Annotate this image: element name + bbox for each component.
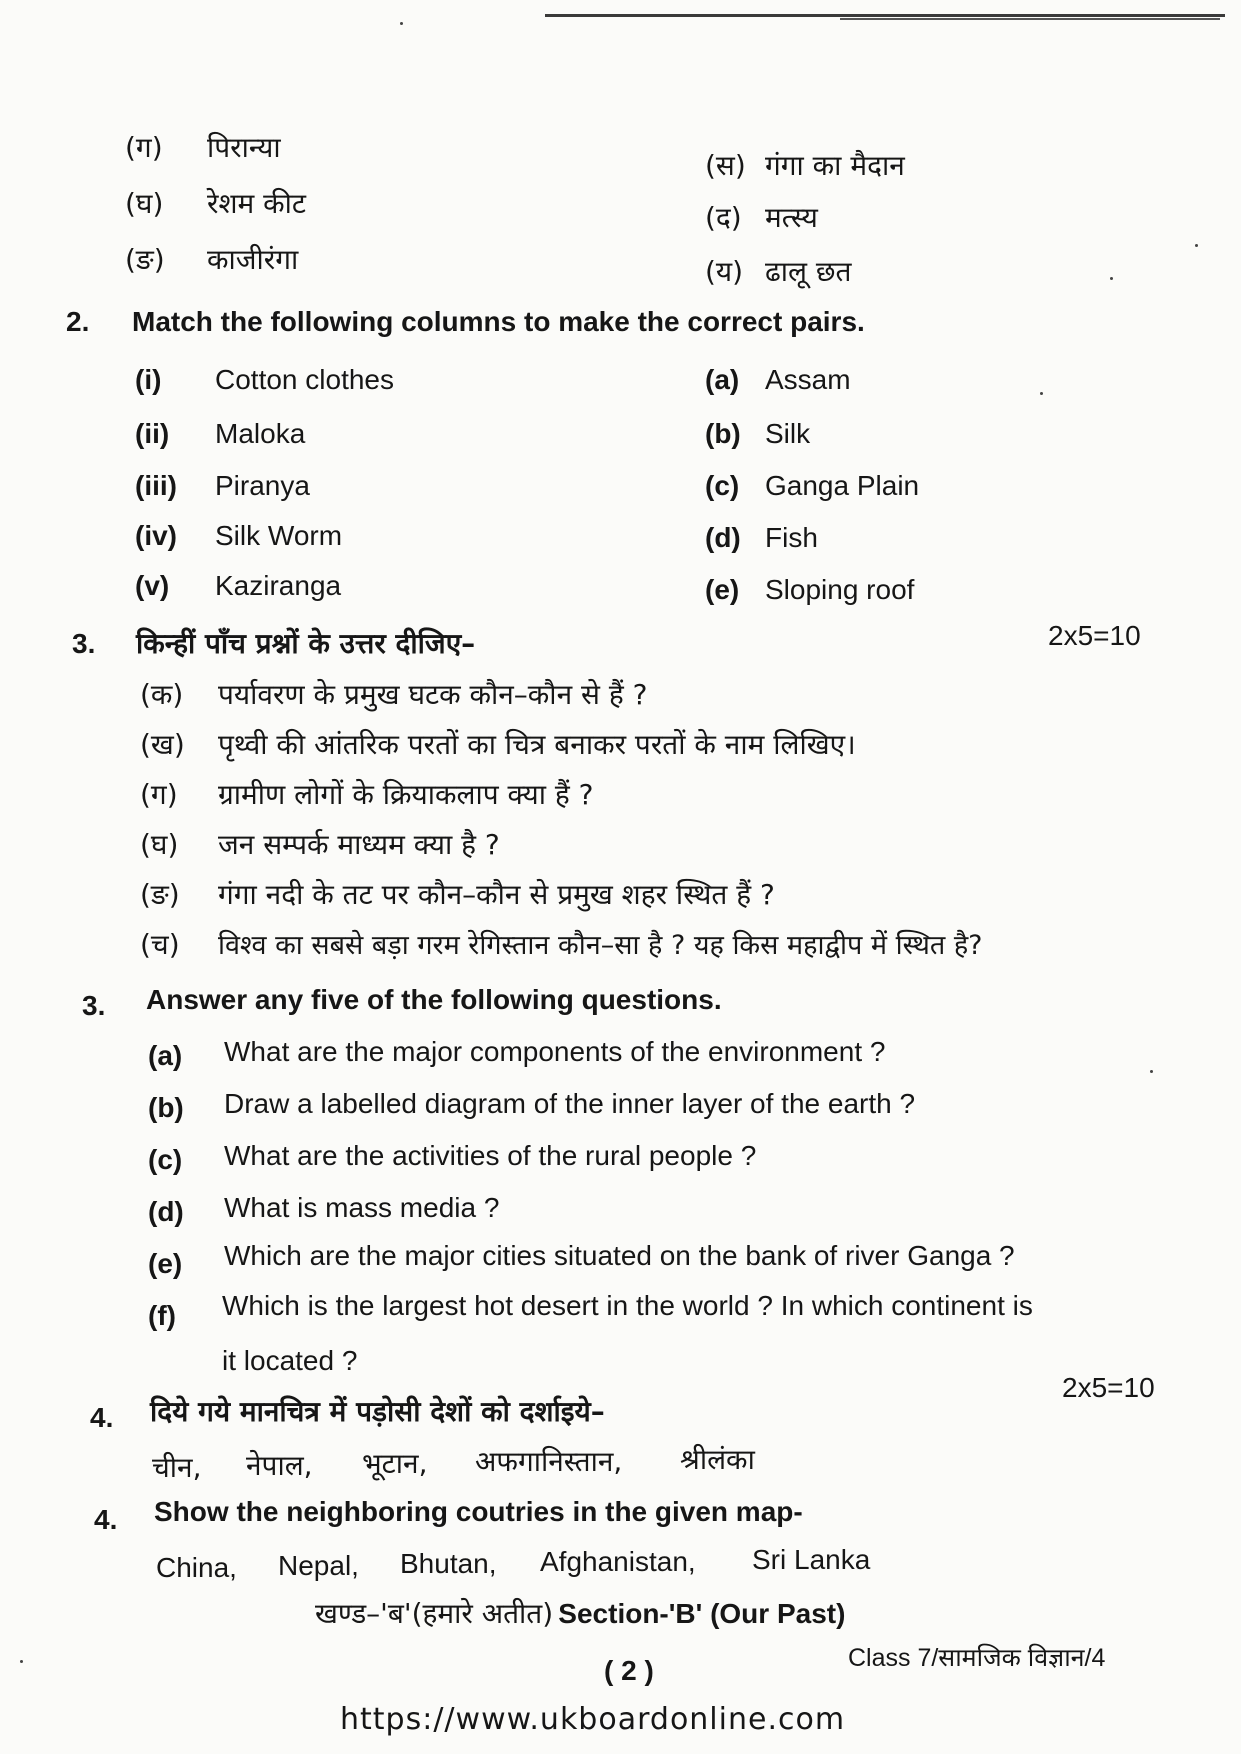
q3-hi-text-6: विश्व का सबसे बड़ा गरम रेगिस्तान कौन–सा है ? यह किस महाद्वीप में स्थित है? (218, 930, 983, 961)
section-b-hindi: खण्ड–'ब'(हमारे अतीत) (315, 1597, 554, 1630)
scan-speck (20, 1660, 23, 1663)
q4-en-heading: Show the neighboring coutries in the given map- (154, 1496, 803, 1527)
q3-en-label-5: (e) (148, 1248, 183, 1279)
q1-right-text-3: ढालू छत (765, 255, 852, 288)
q2-right-label-1: (a) (705, 364, 740, 395)
q2-right-label-2: (b) (705, 418, 741, 449)
q2-left-text-5: Kaziranga (215, 570, 342, 601)
q2-right-text-3: Ganga Plain (765, 470, 920, 501)
q3-hi-label-6: (च) (140, 928, 180, 961)
q4-en-country-2: Nepal, (278, 1550, 359, 1581)
q2-left-label-3: (iii) (135, 470, 177, 501)
q1-left-label-1: (ग) (125, 131, 163, 164)
q4-en-country-1: China, (156, 1552, 237, 1583)
footer-url[interactable]: https://www.ukboardonline.com (340, 1702, 846, 1737)
q1-left-label-2: (घ) (125, 187, 164, 220)
q1-left-label-3: (ङ) (125, 243, 165, 276)
q1-right-text-2: मत्स्य (765, 201, 818, 234)
q3-en-text-2: Draw a labelled diagram of the inner layer of the earth ? (224, 1088, 916, 1119)
class-info: Class 7/सामजिक विज्ञान/4 (848, 1644, 1106, 1672)
q2-left-label-5: (v) (135, 570, 170, 601)
q3-hi-label-1: (क) (140, 678, 184, 711)
q2-left-text-3: Piranya (215, 470, 310, 501)
q4-en-number: 4. (94, 1504, 118, 1535)
q3-hi-text-5: गंगा नदी के तट पर कौन–कौन से प्रमुख शहर स्थित हैं ? (218, 878, 775, 911)
q3-en-heading: Answer any five of the following questions. (146, 984, 722, 1015)
q3-hi-label-2: (ख) (140, 728, 185, 761)
q2-right-label-3: (c) (705, 470, 740, 501)
q2-right-label-4: (d) (705, 522, 741, 553)
q3-en-text-1: What are the major components of the environment ? (224, 1036, 886, 1067)
q2-right-label-5: (e) (705, 574, 740, 605)
q2-left-label-1: (i) (135, 364, 162, 395)
q3-en-text-6-cont: it located ? (222, 1345, 358, 1376)
q2-left-label-4: (iv) (135, 520, 177, 551)
q3-en-number: 3. (82, 990, 106, 1021)
q3-hi-text-1: पर्यावरण के प्रमुख घटक कौन–कौन से हैं ? (218, 678, 648, 711)
q4-hi-country-3: भूटान, (362, 1447, 428, 1480)
q1-right-label-3: (य) (705, 255, 744, 288)
q2-right-text-4: Fish (765, 522, 818, 553)
q3-en-label-3: (c) (148, 1144, 183, 1175)
q1-left-text-3: काजीरंगा (207, 243, 299, 276)
q2-right-text-5: Sloping roof (765, 574, 915, 605)
q2-right-text-2: Silk (765, 418, 811, 449)
q2-left-text-2: Maloka (215, 418, 306, 449)
q3-en-label-6: (f) (148, 1300, 176, 1331)
page-number: ( 2 ) (604, 1655, 654, 1686)
q2-heading: Match the following columns to make the correct pairs. (132, 306, 865, 337)
q3-en-label-1: (a) (148, 1040, 183, 1071)
q3-hi-text-4: जन सम्पर्क माध्यम क्या है ? (218, 828, 500, 861)
q3-hi-marks: 2x5=10 (1048, 620, 1141, 651)
scan-speck (1195, 244, 1198, 247)
scan-speck (1150, 1070, 1153, 1073)
q4-en-country-5: Sri Lanka (752, 1544, 871, 1575)
q3-en-text-5: Which are the major cities situated on the bank of river Ganga ? (224, 1240, 1015, 1271)
top-border-line-2 (840, 18, 1220, 20)
q3-en-text-6: Which is the largest hot desert in the world ? In which continent is (222, 1290, 1033, 1321)
q2-number: 2. (66, 306, 90, 337)
q4-hi-country-1: चीन, (152, 1451, 202, 1484)
top-border-line (545, 14, 1225, 17)
section-b-english: Section-'B' (Our Past) (558, 1598, 846, 1629)
q4-hi-marks: 2x5=10 (1062, 1372, 1155, 1403)
q4-hi-number: 4. (90, 1402, 114, 1433)
q3-en-label-2: (b) (148, 1092, 184, 1123)
q3-hi-heading: किन्हीं पाँच प्रश्नों के उत्तर दीजिए– (136, 627, 476, 660)
q3-hi-text-2: पृथ्वी की आंतरिक परतों का चित्र बनाकर परतों के नाम लिखिए। (218, 728, 856, 761)
q2-left-label-2: (ii) (135, 418, 170, 449)
scan-speck (1040, 392, 1043, 395)
q1-right-label-1: (स) (705, 149, 746, 182)
q3-en-label-4: (d) (148, 1196, 184, 1227)
q1-left-text-1: पिरान्या (207, 131, 281, 164)
q4-en-country-3: Bhutan, (400, 1548, 497, 1579)
q1-right-label-2: (द) (705, 201, 742, 234)
q1-right-text-1: गंगा का मैदान (765, 149, 905, 182)
q3-en-text-4: What is mass media ? (224, 1192, 500, 1223)
q4-hi-country-4: अफगानिस्तान, (475, 1445, 623, 1478)
q3-hi-label-5: (ङ) (140, 878, 180, 911)
q4-en-country-4: Afghanistan, (540, 1546, 696, 1577)
q1-left-text-2: रेशम कीट (207, 187, 307, 220)
q4-hi-country-2: नेपाल, (246, 1449, 313, 1482)
scan-speck (400, 22, 403, 25)
scan-speck (1110, 277, 1113, 280)
q4-hi-country-5: श्रीलंका (680, 1443, 755, 1476)
q3-hi-number: 3. (72, 628, 96, 659)
q2-left-text-1: Cotton clothes (215, 364, 394, 395)
q2-right-text-1: Assam (765, 364, 851, 395)
q3-hi-label-3: (ग) (140, 778, 178, 811)
q4-hi-heading: दिये गये मानचित्र में पड़ोसी देशों को दर्शाइये– (150, 1395, 605, 1428)
section-b-heading (315, 1594, 845, 1632)
q2-left-text-4: Silk Worm (215, 520, 343, 551)
q3-hi-text-3: ग्रामीण लोगों के क्रियाकलाप क्या हैं ? (218, 778, 594, 811)
q3-hi-label-4: (घ) (140, 828, 179, 861)
q3-en-text-3: What are the activities of the rural people ? (224, 1140, 757, 1171)
